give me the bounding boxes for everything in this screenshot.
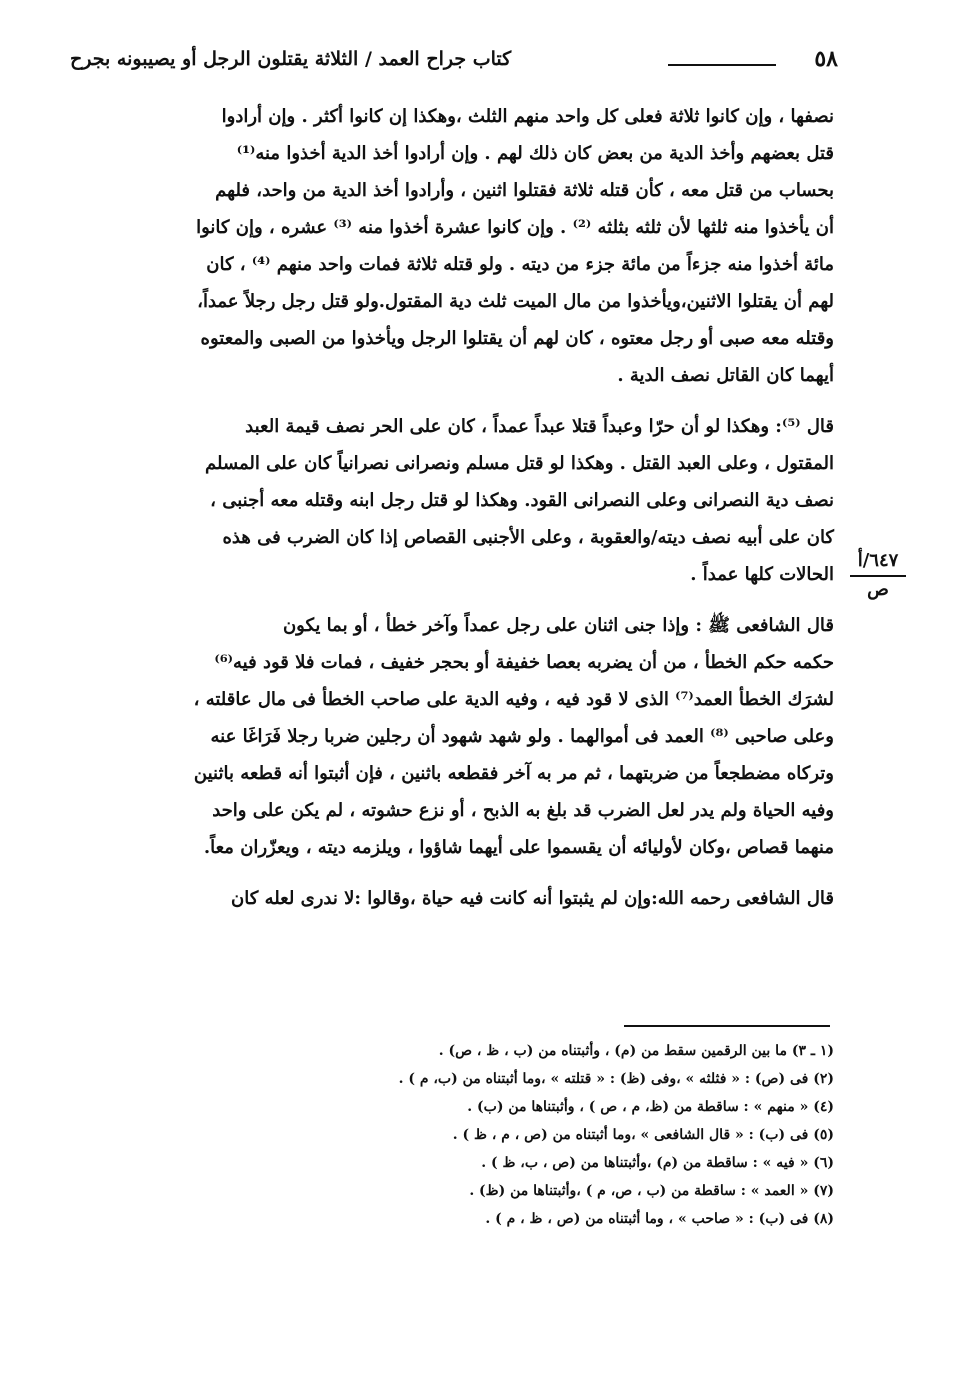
page-header: [70, 44, 838, 80]
folio-manuscript-letter: ص: [867, 579, 889, 600]
footnote: (٨) فى (ب) : « صاحب » ، وما أثبتناه من (ص ، ظ ، م ) .: [485, 1211, 834, 1227]
paragraph-lead: قال الشافعى: [736, 888, 834, 909]
paragraph-4: [76, 880, 834, 917]
header-rule: [668, 64, 776, 66]
paragraph-3: [76, 607, 834, 866]
paragraph-text: نصفها ، وإن كانوا ثلاثة فعلى كل واحد منهم الثلث ،وهكذا إن كانوا أكثر . وإن أرادوا قتل بعضهم وأخذ الدية من بعض كان ذلك لهم . وإن أرادوا أخذ الدية أخذوا منه⁽¹⁾ بحساب من قتل معه ، كأن قتله ثلاثة فقتلوا اثنين ، وأرادوا أخذ الدية من واحد، فلهم أن يأخذوا منه ثلثها لأن ثلثه بثلثه ⁽²⁾ . وإن كانوا عشرة أخذوا منه ⁽³⁾ عشره ، وإن كانوا مائة أخذوا منه جزءاً من مائة جزء من ديته . ولو قتله ثلاثة فمات واحد منهم ⁽⁴⁾ ، كان لهم أن يقتلوا الاثنين،ويأخذوا من مال الميت ثلث دية المقتول.ولو قتل رجل رجلاً عمداً، وقتله معه صبى أو رجل معتوه ، كان لهم أن يقتلوا الرجل ويأخذوا من الصبى والمعتوه أيهما كان القاتل نصف الدية .: [196, 106, 834, 386]
paragraph-2: [76, 408, 834, 593]
footnotes: [300, 1037, 834, 1233]
paragraph-text: وإذا جنى اثنان على رجل عمداً وآخر خطأ ، أو بما يكون حكمه حكم الخطأ ، من أن يضربه بعصا خفيفة أو بحجر خفيف ، فمات فلا قود فيه⁽⁶⁾ لشرَك الخطأ العمد⁽⁷⁾ الذى لا قود فيه ، وفيه الدية على صاحب الخطأ فى مال عاقلته ، وعلى صاحبى ⁽⁸⁾ العمد فى أموالهما . ولو شهد شهود أن رجلين ضربا رجلا فَرَاغَا عنه وتركاه مضطجعاً من ضربتهما ، ثم مر به آخر فقطعه باثنين ، فإن أثبتوا أنه قطعه باثنين وفيه الحياة ولم يدر لعل الضرب قد بلغ به الذبح ، أو نزع حشوته ، لم يكن على واحد منهما قصاص ،وكان لأوليائه أن يقسموا على أيهما شاؤوا ، ويلزمه ديته ، ويعزّران معاً.: [193, 615, 834, 858]
page-number: ٥٨: [814, 46, 838, 72]
manuscript-folio-note: [850, 550, 906, 600]
footnote: (٧) « العمد » : ساقطة من (ب ، ص، م ) ،وأثبتناها من (ظ) .: [469, 1183, 834, 1199]
footnote: (٦) « فيه » : ساقطة من (م) ،وأثبتناها من (ص ، ب، ظ ) .: [481, 1155, 834, 1171]
body-text: [76, 98, 834, 931]
paragraph-text: رحمه الله:وإن لم يثبتوا أنه كانت فيه حياة ،وقالوا :لا ندرى لعله كان: [231, 888, 737, 909]
paragraph-1: [76, 98, 834, 394]
footnote: (٥) فى (ب) : « قال الشافعى » ،وما أثبتناه من (ص ، م ، ظ ) .: [452, 1127, 834, 1143]
paragraph-text: وهكذا لو أن حرّا وعبداً قتلا عبداً عمداً ، كان على الحر نصف قيمة العبد المقتول ، وعلى العبد القتل . وهكذا لو قتل مسلم ونصرانى نصرانياً كان على المسلم نصف دية النصرانى وعلى النصرانى القود. وهكذا لو قتل رجل ابنه وقتله معه أجنبى ، كان على أبيه نصف ديته/والعقوبة ، وعلى الأجنبى القصاص إذا كان الضرب فى هذه الحالات كلها عمداً .: [205, 416, 834, 585]
paragraph-lead: قال ⁽⁵⁾:: [775, 416, 834, 437]
footnote: (٢) فى (ص) : « فثلثه » ،وفى (ظ) : « قتلته » ،وما أثبتناه من (ب، م ) .: [398, 1071, 834, 1087]
footnote: (٤) « منهم » : ساقطة من (ظ، م ، ص ) ، وأثبتناها من (ب) .: [467, 1099, 834, 1115]
footnote: (١ ـ ٣) ما بين الرقمين سقط من (م) ، وأثبتناه من (ب ، ظ ، ص) .: [438, 1043, 834, 1059]
folio-reference: ٦٤٧/أ: [850, 550, 906, 577]
paragraph-lead: قال الشافعى ﷺ :: [695, 615, 834, 636]
footnote-separator: [624, 1025, 830, 1027]
running-title: كتاب جراح العمد / الثلاثة يقتلون الرجل أو يصيبونه بجرح: [70, 48, 512, 70]
